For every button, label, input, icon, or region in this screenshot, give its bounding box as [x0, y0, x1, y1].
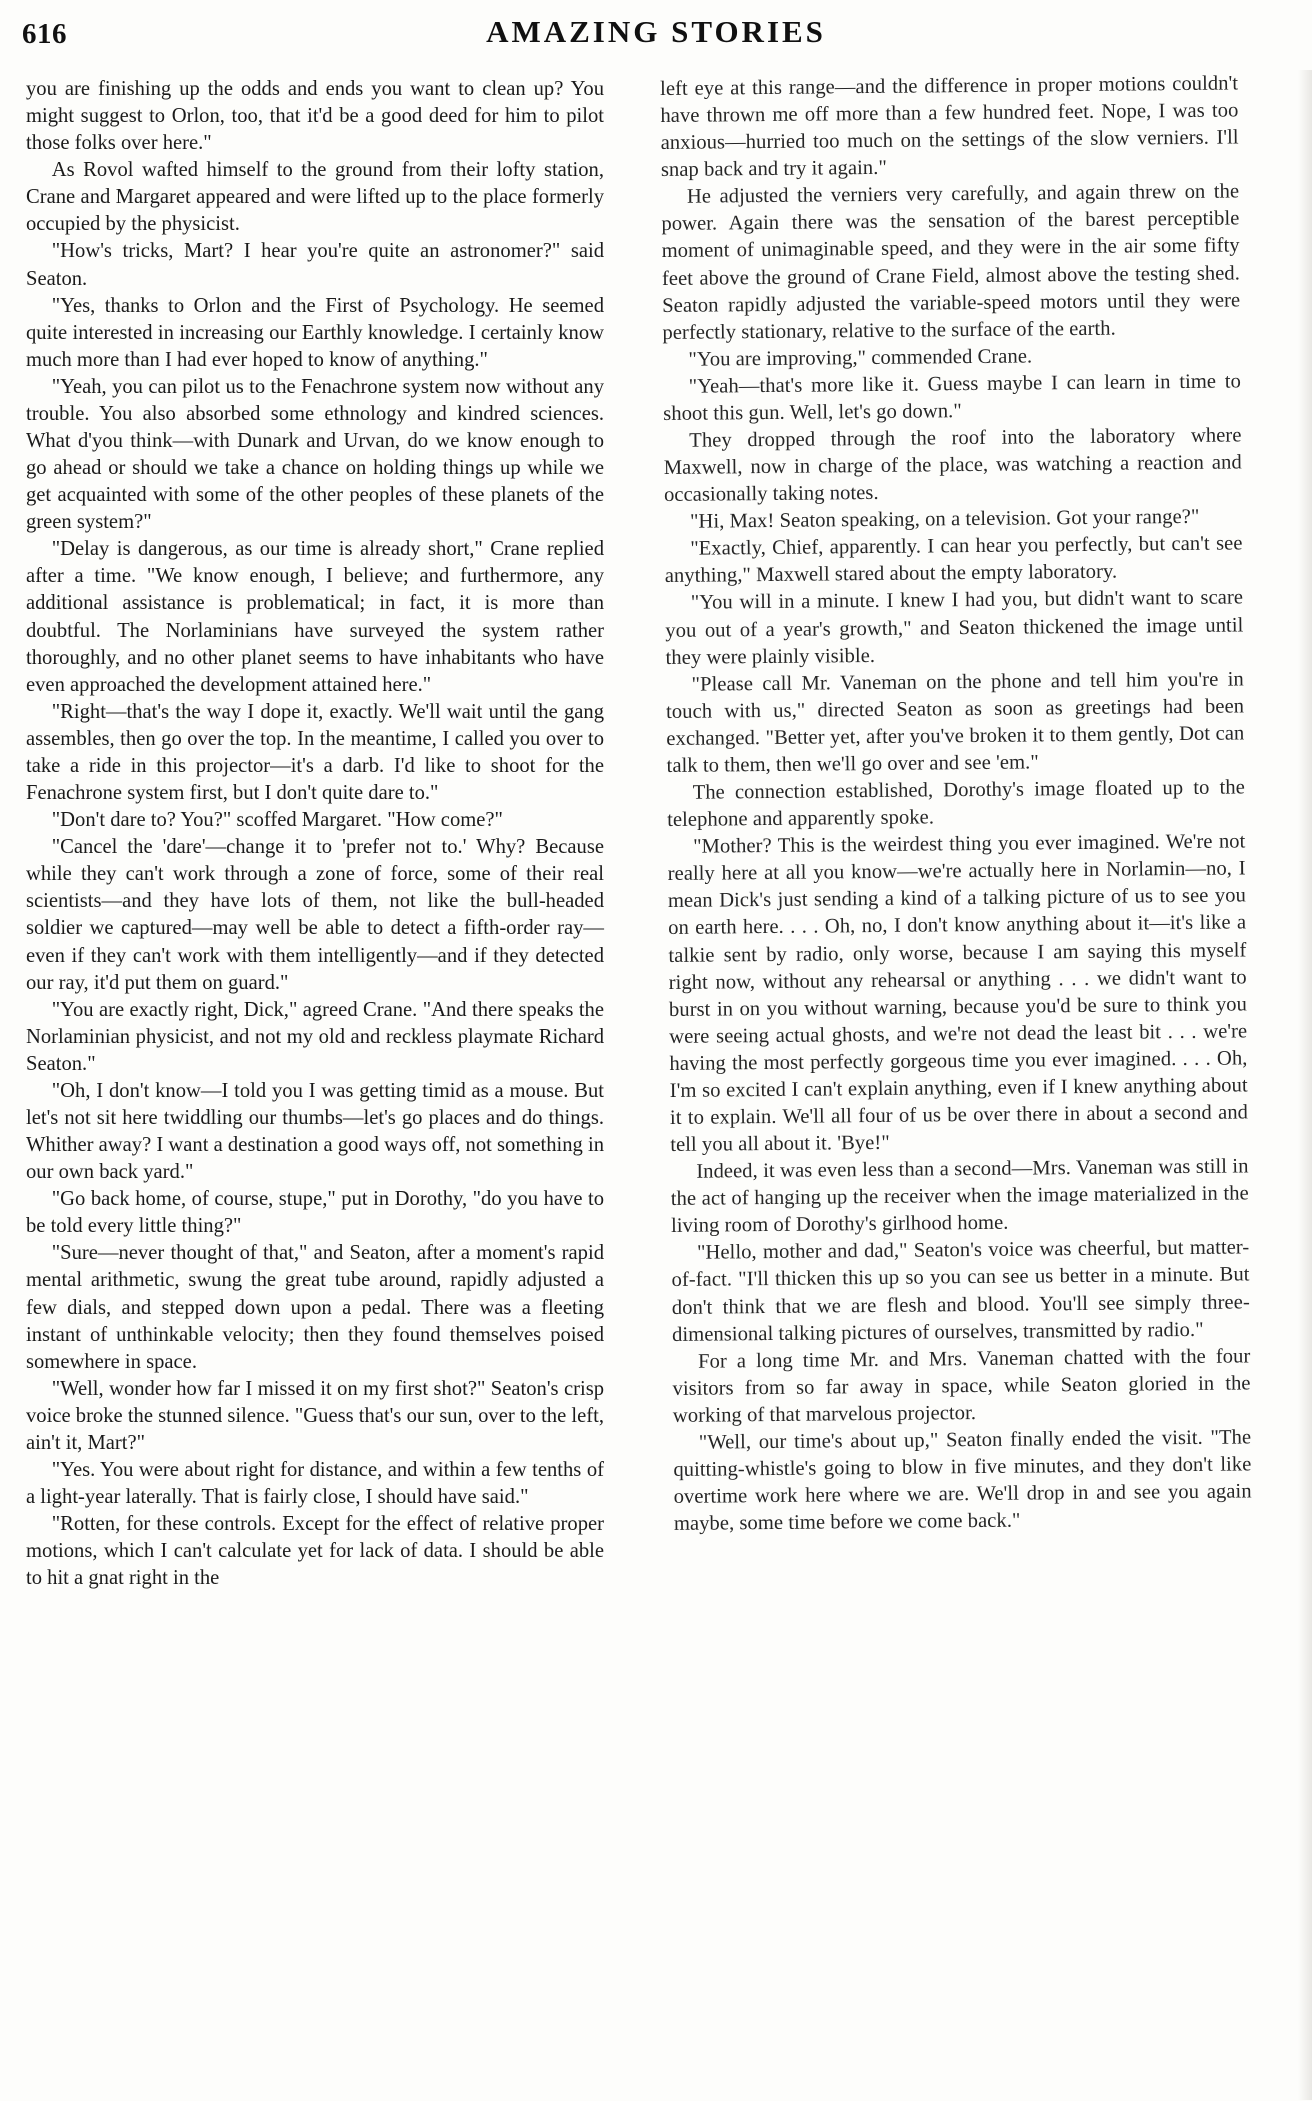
text-column-left — [26, 76, 604, 1592]
paragraph: "Hello, mother and dad," Seaton's voice was cheerful, but matter-of-fact. "I'll thicken this up so you can see us better in a minute. But don't think that we are flesh and blood. You'll see simply three-dimensional talking pictures of ourselves, transmitted by radio." — [671, 1236, 1250, 1346]
paragraph: He adjusted the verniers very carefully, and again threw on the power. Again there was the sensation of the barest perceptible moment of unimaginable speed, and they were in the air some fifty feet above the ground of Crane Field, almost above the testing shed. Seaton rapidly adjusted the variable-speed motors until they were perfectly stationary, relative to the surface of the earth. — [661, 180, 1241, 344]
paragraph: "Sure—never thought of that," and Seaton, after a moment's rapid mental arithmetic, swung the great tube around, rapidly adjusted a few dials, and stepped down upon a pedal. There was a fleeting instant of unthinkable velocity; then they found themselves poised somewhere in space. — [26, 1242, 604, 1373]
paragraph: "Exactly, Chief, apparently. I can hear you perfectly, but can't see anything," Maxwell stared about the empty laboratory. — [664, 532, 1243, 588]
paragraph: "Yeah, you can pilot us to the Fenachrone system now without any trouble. You also absorbed some ethnology and kindred sciences. What d'you think—with Dunark and Urvan, do we know enough to go ahead or should we take a chance on holding things up while we get acquainted with some of the other peoples of these planets of the green system?" — [26, 375, 604, 534]
page-edge-shadow — [1298, 70, 1312, 2100]
paragraph: "Rotten, for these controls. Except for the effect of relative proper motions, which I can't calculate yet for lack of data. I should be able to hit a gnat right in the — [26, 1513, 604, 1590]
paragraph: "You are improving," commended Crane. — [688, 345, 1033, 371]
paragraph: "Yes. You were about right for distance, and within a few tenths of a light-year laterally. That is fairly close, I should have said." — [26, 1458, 604, 1509]
paragraph: As Rovol wafted himself to the ground from their lofty station, Crane and Margaret appeared and were lifted up to the place formerly occupied by the physicist. — [26, 159, 604, 236]
paragraph: "Oh, I don't know—I told you I was getting timid as a mouse. But let's not sit here twiddling our thumbs—let's go places and do things. Whither away? I want a destination a good ways off, not something in our own back yard." — [26, 1079, 604, 1184]
paragraph: For a long time Mr. and Mrs. Vaneman chatted with the four visitors from so far away in space, while Seaton gloried in the working of that marvelous projector. — [672, 1345, 1251, 1427]
paragraph: left eye at this range—and the difference in proper motions couldn't have thrown me off more than a few hundred feet. Nope, I was too anxious—hurried too much on the settings of the slow verniers. I'll snap back and try it again." — [660, 72, 1239, 182]
paragraph: "Yes, thanks to Orlon and the First of Psychology. He seemed quite interested in increasing our Earthly knowledge. I certainly know much more than I had ever hoped to know of anything." — [26, 294, 604, 371]
paragraph: "How's tricks, Mart? I hear you're quite an astronomer?" said Seaton. — [26, 240, 604, 290]
paragraph: "Well, our time's about up," Seaton finally ended the visit. "The quitting-whistle's going to blow in five minutes, and they don't like overtime work here where we are. We'll drop in and see you again maybe, some time before we come back." — [673, 1426, 1252, 1536]
paragraph: "Hi, Max! Seaton speaking, on a television. Got your range?" — [689, 506, 1200, 533]
paragraph: Indeed, it was even less than a second—Mrs. Vaneman was still in the act of hanging up the receiver when the image materialized in the living room of Dorothy's girlhood home. — [670, 1155, 1249, 1238]
text-column-right — [660, 70, 1252, 1538]
paragraph: "Cancel the 'dare'—change it to 'prefer not to.' Why? Because while they can't work through a zone of force, some of their real scientists—and they have lots of them, not like the bull-headed soldier we captured—may well be able to detect a fifth-order ray—even if they can't work with them intelligently—and if they detected our ray, it'd put them on guard." — [26, 836, 604, 994]
paragraph: "Yeah—that's more like it. Guess maybe I can learn in time to shoot this gun. Well, let's go down." — [663, 370, 1242, 425]
paragraph: The connection established, Dorothy's image floated up to the telephone and apparently spoke. — [667, 776, 1245, 832]
paragraph: They dropped through the roof into the laboratory where Maxwell, now in charge of the place, was watching a reaction and occasionally taking notes. — [663, 424, 1242, 507]
paragraph: "Don't dare to? You?" scoffed Margaret. "How come?" — [51, 809, 503, 832]
paragraph: "Right—that's the way I dope it, exactly. We'll wait until the gang assembles, then go over the top. In the meantime, I called you over to take a ride in this projector—it's a darb. I'd like to shoot for the Fenachrone system first, but I don't quite dare to." — [26, 700, 604, 805]
paragraph: "You will in a minute. I knew I had you, but didn't want to scare you out of a year's growth," and Seaton thickened the image until they were plainly visible. — [665, 586, 1244, 669]
page-number: 616 — [22, 18, 67, 50]
paragraph: you are finishing up the odds and ends you want to clean up? You might suggest to Orlon, too, that it'd be a good deed for him to pilot those folks over here." — [26, 78, 604, 155]
paragraph: "You are exactly right, Dick," agreed Crane. "And there speaks the Norlaminian physicist, and not my old and reckless playmate Richard Seaton." — [26, 998, 604, 1075]
page-header — [0, 14, 1312, 60]
paragraph: "Please call Mr. Vaneman on the phone and tell him you're in touch with us," directed Seaton as soon as greetings had been exchanged. "Better yet, after you've broken it to them gently, Dot can talk to them, then we'll go over and see 'em." — [665, 668, 1245, 777]
magazine-title: AMAZING STORIES — [486, 14, 826, 49]
paragraph: "Mother? This is the weirdest thing you ever imagined. We're not really here at all you know—we're actually here in Norlamin—no, I mean Dick's just sending a kind of a talking picture of us to see you on earth here. . . . Oh, no, I don't know anything about it—it's like a talkie sent by radio, only worse, because I am saying this myself right now, without any rehearsal or anything . . . we didn't want to burst in on you without warning, because you'd be sure to think you were seeing actual ghosts, and we're not dead the least bit . . . we're having the most perfectly gorgeous time you ever imagined. . . . Oh, I'm so excited I can't explain anything, even if I knew anything about it to explain. We'll all four of us be over there in about a second and tell you all about it. 'Bye!" — [667, 830, 1249, 1156]
paragraph: "Go back home, of course, stupe," put in Dorothy, "do you have to be told every little thing?" — [26, 1188, 604, 1238]
paragraph: "Well, wonder how far I missed it on my first shot?" Seaton's crisp voice broke the stunned silence. "Guess that's our sun, over to the left, ain't it, Mart?" — [26, 1377, 604, 1454]
paragraph: "Delay is dangerous, as our time is already short," Crane replied after a time. "We know enough, I believe; and furthermore, any additional assistance is problematical; in fact, it is more than doubtful. The Norlaminians have surveyed the system rather thoroughly, and no other planet seems to have inhabitants who have even approached the development attained here." — [26, 538, 604, 696]
